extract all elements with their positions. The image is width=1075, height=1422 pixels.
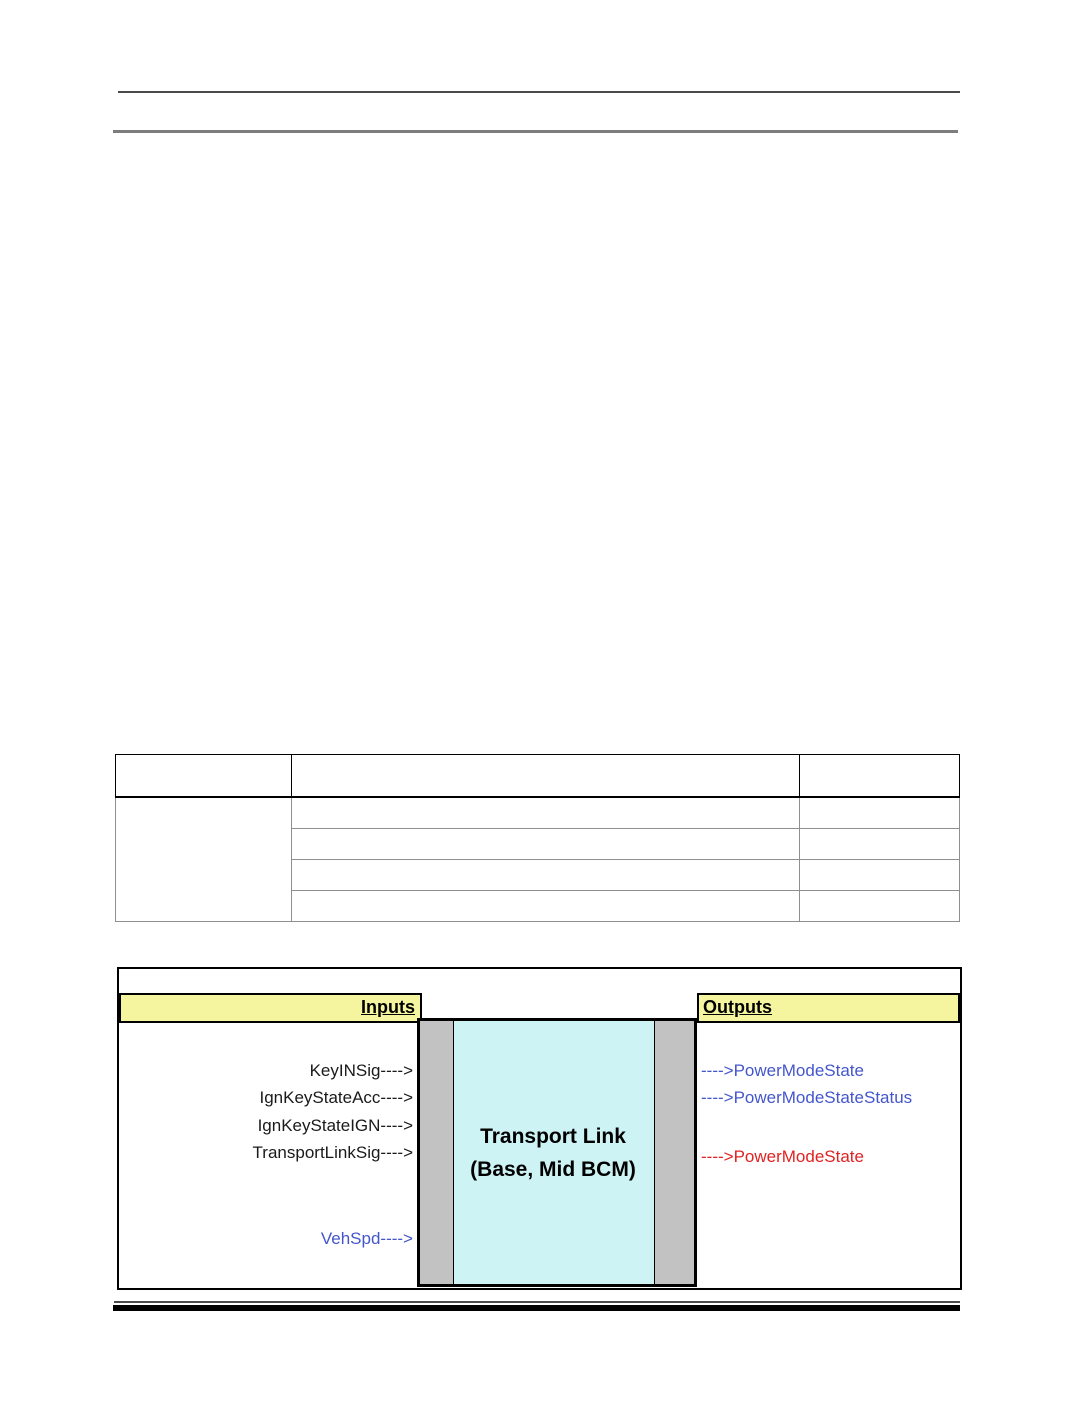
table-stub-cell	[116, 797, 292, 922]
transport-link-block	[417, 1018, 697, 1287]
input-signal-ignkeystateacc: IgnKeyStateAcc---->	[259, 1088, 413, 1107]
table-cell	[800, 860, 960, 891]
table-header-cell	[292, 755, 800, 798]
block-title-line2: (Base, Mid BCM)	[470, 1157, 636, 1181]
footer-rule-thin	[114, 1301, 960, 1303]
outputs-banner: Outputs	[697, 993, 960, 1023]
output-signal-powermodestate: ---->PowerModeState	[701, 1061, 864, 1080]
table-row	[116, 797, 960, 829]
signal-flow-diagram	[117, 967, 962, 1290]
footer-rule-thick	[113, 1305, 960, 1311]
empty-table	[115, 754, 960, 922]
table-cell	[292, 891, 800, 922]
transport-link-block-title	[453, 1021, 653, 1284]
table-header-cell	[800, 755, 960, 798]
input-signal-ignkeystateign: IgnKeyStateIGN---->	[257, 1116, 413, 1135]
input-signal-vehspd: VehSpd---->	[320, 1229, 413, 1248]
input-signal-transportlinksig: TransportLinkSig---->	[252, 1143, 413, 1162]
inputs-banner: Inputs	[119, 993, 422, 1023]
input-signal-keyinsig: KeyINSig---->	[309, 1061, 413, 1080]
table-header-row	[116, 755, 960, 798]
table-cell	[800, 891, 960, 922]
table-header-cell	[116, 755, 292, 798]
header-rule-top	[118, 91, 960, 93]
block-title-line1: Transport Link	[480, 1124, 626, 1148]
table-cell	[292, 829, 800, 860]
header-rule-bottom	[113, 130, 958, 133]
output-signal-powermodestate-red: ---->PowerModeState	[701, 1147, 864, 1166]
table-cell	[800, 829, 960, 860]
table-cell	[292, 797, 800, 829]
table-cell	[292, 860, 800, 891]
table-cell	[800, 797, 960, 829]
output-signal-powermodestatestatus: ---->PowerModeStateStatus	[701, 1088, 913, 1107]
